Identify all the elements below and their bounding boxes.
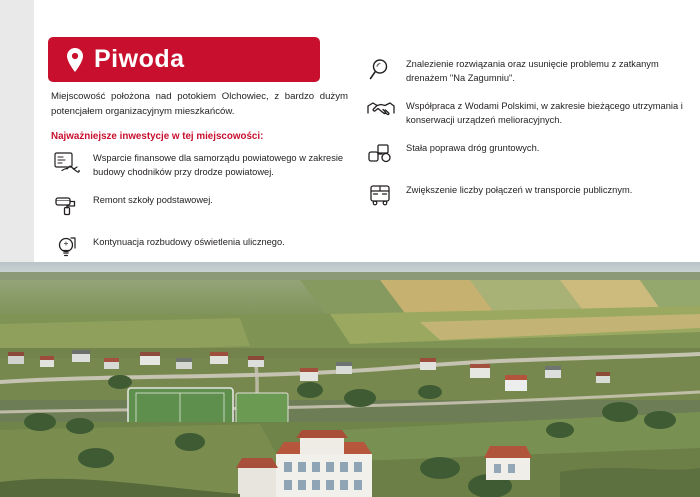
investments-list-left (51, 150, 351, 276)
list-item (364, 140, 684, 171)
list-item (364, 56, 684, 87)
list-item-label: Znalezienie rozwiązania oraz usunięcie problemu z zatkanym drenażem "Na Zagumniu". (406, 59, 659, 83)
list-item-label: Remont szkoły podstawowej. (93, 195, 213, 205)
list-item-label: Współpraca z Wodami Polskimi, w zakresie bieżącego utrzymania i konserwacji urządzeń melioracyjnych. (406, 101, 683, 125)
map-pin-icon (66, 48, 84, 72)
aerial-photo-illustration (0, 262, 700, 497)
list-item (51, 234, 351, 265)
list-item-label: Wsparcie finansowe dla samorządu powiatowego w zakresie budowy chodników przy drodze powiatowej. (93, 153, 344, 177)
list-item-label: Stała poprawa dróg gruntowych. (406, 143, 540, 153)
title-banner (48, 37, 320, 82)
intro-paragraph: Miejscowość położona nad potokiem Olchowiec, z bardzo dużym potencjałem organizacyjnym mieszkańców. (51, 91, 348, 117)
list-item (51, 192, 351, 223)
section-heading: Najważniejsze inwestycje w tej miejscowości: (51, 131, 264, 142)
list-item (51, 150, 351, 181)
left-grey-band (0, 0, 34, 262)
paint-roller-icon (51, 192, 85, 223)
street-lamp-bulb-icon (51, 234, 85, 265)
list-item (364, 98, 684, 129)
list-item-label: Zwiększenie liczby połączeń w transporcie publicznym. (406, 185, 633, 195)
list-item (364, 182, 684, 213)
handshake-document-icon (51, 150, 85, 181)
list-item-label: Kontynuacja rozbudowy oświetlenia ulicznego. (93, 237, 285, 247)
bus-icon (364, 182, 398, 213)
aerial-photo (0, 262, 700, 497)
road-roller-icon (364, 140, 398, 171)
handshake-icon (364, 98, 398, 129)
content-area (34, 0, 700, 262)
investments-list-right (364, 56, 684, 224)
page-title: Piwoda (94, 45, 185, 73)
magnifier-icon (364, 56, 398, 87)
